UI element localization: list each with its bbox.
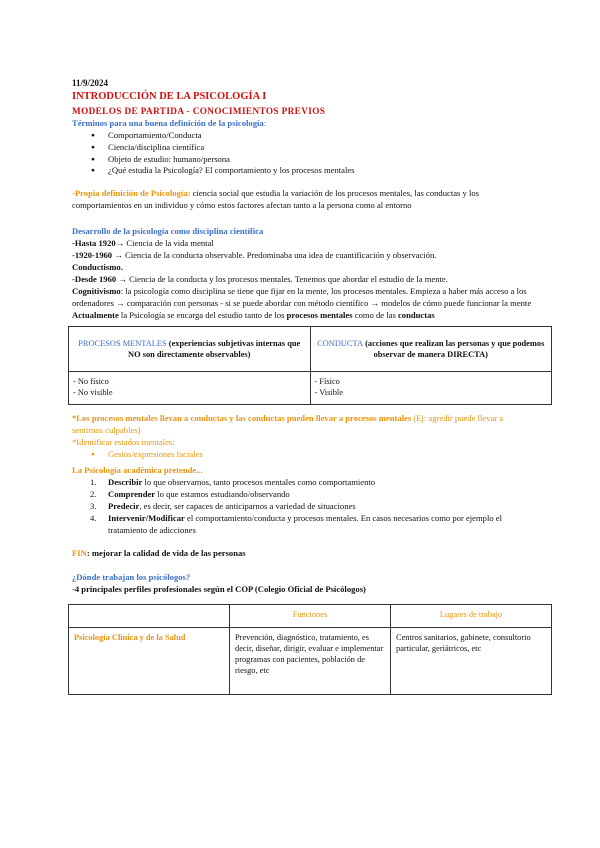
header-title: CONDUCTA: [317, 339, 364, 349]
table-header-row: [69, 327, 552, 372]
terms-list: [72, 130, 532, 178]
table-header-behavior: [310, 327, 552, 372]
item-bold: Comprender: [108, 488, 156, 499]
note-bold: *Los procesos mentales llevan a conductas y las conductas pueden llevar a procesos mentales: [72, 413, 412, 424]
list-item: [90, 512, 532, 537]
table-cell-mental: [69, 372, 311, 405]
table-cell-profile: Psicología Clínica y de la Salud: [69, 628, 230, 695]
actualmente-label: Actualmente: [72, 309, 119, 320]
cell-line: - No físico: [73, 377, 109, 387]
cell-line: - No visible: [73, 388, 113, 398]
table-cell-behavior: [310, 372, 552, 405]
item-text: el comportamiento/conducta y procesos mentales. En casos necesarios como por ejemplo el tratamiento de adicciones: [108, 512, 503, 535]
definition-paragraph: [72, 188, 532, 212]
table-cell-empty: [69, 605, 230, 628]
profiles-table: [68, 604, 552, 695]
item-bold: Describir: [108, 476, 143, 487]
item-bold: Predecir: [108, 500, 140, 511]
cognitivismo-text: : la psicología como disciplina se tiene que fijar en la mente, los procesos mentales. Empieza a haber más acceso a los ordenadores → comparación con personas - si se puede abordar con método científico → modelos de cómo puede funcionar la mente: [72, 285, 532, 308]
terms-heading: [72, 118, 532, 130]
identify-text: *Identificar estados mentales:: [72, 437, 175, 448]
table-row: [69, 628, 552, 695]
period-label: -1920-1960: [72, 249, 113, 260]
table-cell-places: Centros sanitarios, gabinete, consultorio particular, geriátricos, etc: [391, 628, 552, 695]
item-text: lo que observamos, tanto procesos mentales como comportamiento: [142, 476, 376, 487]
table-row: [69, 372, 552, 405]
list-item: ● Ciencia/disciplina científica: [108, 142, 532, 154]
period-label: -Desde 1960: [72, 273, 117, 284]
actualmente-text: la Psicología se encarga del estudio tanto de los: [118, 309, 287, 320]
definition-text: ciencia social que estudia la variación de los procesos mentales, las conductas y los comportamientos en un individuo y cómo estos factores afectan tanto a la persona como al entorno: [72, 188, 479, 211]
period-text: → Ciencia de la conducta y los procesos mentales. Tenemos que abordar el estudio de la mente.: [116, 273, 448, 284]
work-question: ¿Dónde trabajan los psicólogos?: [72, 572, 191, 583]
development-line-2: [72, 250, 532, 262]
development-line-5: [72, 286, 532, 310]
item-number: 2.: [90, 488, 97, 499]
list-item: [90, 488, 532, 501]
table-header-places: Lugares de trabajo: [391, 605, 552, 628]
cell-line: - Visible: [314, 388, 343, 398]
header-title: PROCESOS MENTALES: [78, 339, 167, 349]
list-item: ● Comportamiento/Conducta: [108, 130, 532, 142]
terms-heading-text: Términos para una buena definición de la psicología: [72, 117, 264, 128]
conductas-term: conductas: [397, 309, 435, 320]
mental-vs-behavior-table: [68, 326, 552, 405]
note-paragraph: [72, 413, 532, 437]
academic-list: [72, 477, 532, 537]
header-desc: (acciones que realizan las personas y que podemos observar de manera DIRECTA): [363, 339, 545, 360]
item-text: lo que estamos estudiando/observando: [155, 488, 290, 499]
development-line-6: [72, 310, 532, 322]
list-item: ● Gestos/expresiones faciales: [108, 449, 532, 461]
definition-label: -Propia definición de Psicología:: [72, 188, 191, 199]
development-line-4: [72, 274, 532, 286]
period-label: -Hasta 1920: [72, 238, 116, 249]
actualmente-text-2: como de las: [352, 309, 398, 320]
page-title: INTRODUCCIÓN DE LA PSICOLOGÍA I: [72, 90, 267, 102]
header-desc: (experiencias subjetivas internas que NO son directamente observables): [128, 339, 301, 360]
item-number: 3.: [90, 500, 97, 511]
development-line-1: [72, 238, 532, 250]
list-item: ● Objeto de estudio: humano/persona: [108, 154, 532, 166]
period-text: → Ciencia de la vida mental: [115, 238, 214, 249]
development-heading: Desarrollo de la psicología como disciplina científica: [72, 226, 264, 237]
table-cell-functions: Prevención, diagnóstico, tratamiento, es decir, diseñar, dirigir, evaluar e implementar programas con pacientes, población de riesgo, etc: [230, 628, 391, 695]
fin-label: FIN: [72, 548, 87, 559]
item-bold: Intervenir/Modificar: [108, 512, 185, 523]
list-item: ● ¿Qué estudia la Psicología? El comportamiento y los procesos mentales: [108, 165, 532, 177]
academic-heading: La Psicología académica pretende...: [72, 465, 203, 476]
profiles-text: -4 principales perfiles profesionales según el COP (Colegio Oficial de Psicólogos): [72, 584, 366, 595]
table-header-mental: [69, 327, 311, 372]
item-number: 4.: [90, 512, 97, 523]
section-heading-models: MODELOS DE PARTIDA - CONOCIMIENTOS PREVIOS: [72, 105, 326, 116]
procesos-mentales-term: procesos mentales: [286, 309, 353, 320]
item-number: 1.: [90, 476, 97, 487]
period-text: → Ciencia de la conducta observable. Predominaba una idea de cuantificación y observación.: [112, 249, 437, 260]
list-item: [90, 476, 532, 489]
fin-paragraph: [72, 548, 532, 560]
fin-text: : mejorar la calidad de vida de las personas: [86, 548, 246, 559]
identify-list: [72, 449, 532, 461]
date: 11/9/2024: [72, 78, 109, 88]
terms-heading-colon: :: [263, 117, 267, 128]
development-line-3: Conductismo.: [72, 261, 123, 272]
document-content: [72, 78, 545, 695]
cognitivismo-label: Cognitivismo: [72, 285, 121, 296]
cell-line: - Físico: [314, 377, 340, 387]
list-item: [90, 500, 532, 513]
item-text: , es decir, ser capaces de anticiparnos a variedad de situaciones: [139, 500, 356, 511]
table-header-functions: Funciones: [230, 605, 391, 628]
note-text: (Ej: agredir puede llevar a sentirnos culpables): [72, 413, 504, 436]
table-header-row: [69, 605, 552, 628]
